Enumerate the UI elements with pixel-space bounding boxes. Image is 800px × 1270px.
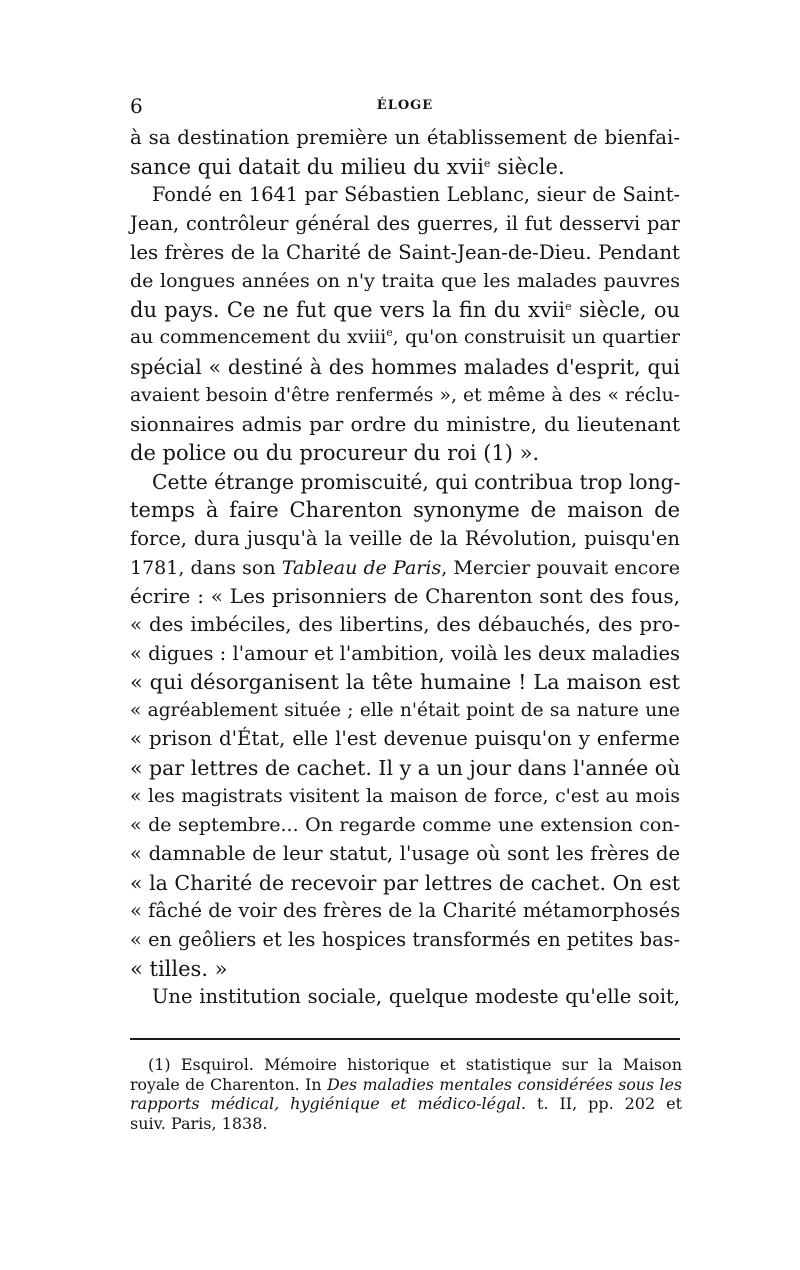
text-line: Jean, contrôleur général des guerres, il fut desservi par [130, 211, 680, 235]
running-title: ÉLOGE [376, 98, 434, 113]
text-line: spécial « destiné à des hommes malades d'esprit, qui [130, 355, 680, 380]
quote-line: « les magistrats visitent la maison de force, c'est au mois [130, 785, 680, 807]
text-line: de police ou du procureur du roi (1) ». [130, 441, 540, 466]
text-line: avaient besoin d'être renfermés », et même à des « réclu- [130, 384, 680, 406]
running-header [130, 95, 680, 117]
paragraph-first-line: Cette étrange promiscuité, qui contribua trop long- [152, 469, 681, 494]
quote-line: « la Charité de recevoir par lettres de cachet. On est [130, 870, 680, 895]
quote-line: « tilles. » [130, 956, 228, 981]
text-line: force, dura jusqu'à la veille de la Révolution, puisqu'en [130, 526, 680, 550]
text-line: 1781, dans son Tableau de Paris, Mercier pouvait encore [130, 556, 681, 579]
quote-line: « damnable de leur statut, l'usage où sont les frères de [130, 842, 680, 866]
text-line: les frères de la Charité de Saint-Jean-de-Dieu. Pendant [130, 240, 680, 264]
text-line: à sa destination première un établissement de bienfai- [130, 126, 680, 149]
quote-line: « digues : l'amour et l'ambition, voilà les deux maladies [130, 641, 680, 665]
footnote-line: rapports médical, hygiénique et médico-légal. t. II, pp. 202 et [130, 1094, 682, 1113]
quote-line: « qui désorganisent la tête humaine ! La maison est [130, 670, 680, 695]
footnote-line: suiv. Paris, 1838. [130, 1113, 268, 1133]
paragraph-first-line: Une institution sociale, quelque modeste qu'elle soit, [152, 985, 680, 1009]
text-line: écrire : « Les prisonniers de Charenton sont des fous, [130, 584, 680, 609]
italic-title: Des maladies mentales considérées sous les [327, 1074, 682, 1094]
footnote [130, 1055, 682, 1133]
footnote-rule [130, 1038, 680, 1040]
quote-line: « agréablement située ; elle n'était point de sa nature une [130, 699, 680, 721]
text-line: temps à faire Charenton synonyme de maison de [130, 498, 680, 523]
italic-title: rapports médical, hygiénique et médico-légal. [130, 1094, 527, 1113]
text-line: du pays. Ce ne fut que vers la fin du xvii$^e$ siècle, ou [130, 297, 680, 322]
quote-line: « en geôliers et les hospices transformés en petites bas- [130, 927, 680, 951]
quote-line: « par lettres de cachet. Il y a un jour dans l'année où [130, 756, 681, 781]
page-number: 6 [130, 94, 143, 118]
footnote-line: (1) Esquirol. Mémoire historique et statistique sur la Maison [148, 1055, 682, 1074]
text-line: sionnaires admis par ordre du ministre, du lieutenant [130, 412, 680, 437]
paragraph-first-line: Fondé en 1641 par Sébastien Leblanc, sieur de Saint- [152, 183, 680, 207]
quote-line: « de septembre... On regarde comme une extension con- [130, 814, 680, 837]
footnote-line: royale de Charenton. In Des maladies mentales considérées sous les [130, 1074, 682, 1094]
text-line: au commencement du xviii$^e$, qu'on construisit un quartier [130, 326, 680, 349]
quote-line: « fâché de voir des frères de la Charité métamorphosés [130, 899, 681, 923]
quote-line: « prison d'État, elle l'est devenue puisqu'on y enferme [130, 727, 680, 751]
body-text [130, 124, 680, 1012]
text-line: sance qui datait du milieu du xvii$^e$ siècle. [130, 154, 565, 179]
quote-line: « des imbéciles, des libertins, des débauchés, des pro- [130, 612, 680, 636]
text-line: de longues années on n'y traita que les malades pauvres [130, 270, 680, 293]
italic-title: Tableau de Paris [281, 556, 442, 579]
